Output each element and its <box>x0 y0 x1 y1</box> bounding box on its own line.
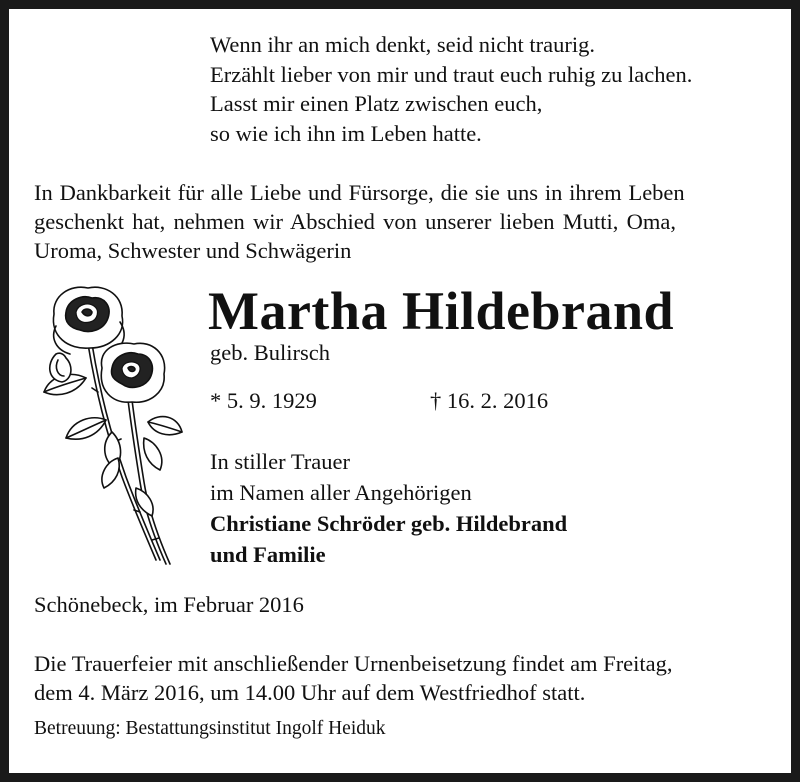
birth-date: * 5. 9. 1929 <box>210 388 317 413</box>
mourners-block <box>210 446 567 570</box>
life-dates <box>210 386 549 415</box>
intro-line: In Dankbarkeit für alle Liebe und Fürsorge, die sie uns in ihrem Leben <box>34 180 685 205</box>
funeral-home-note: Betreuung: Bestattungsinstitut Ingolf Heiduk <box>34 718 386 739</box>
service-notice <box>34 649 673 707</box>
poem-line: Erzählt lieber von mir und traut euch ruhig zu lachen. <box>210 61 693 87</box>
intro-line: geschenkt hat, nehmen wir Abschied von unserer lieben Mutti, Oma, <box>34 209 676 234</box>
death-date: † 16. 2. 2016 <box>430 388 549 413</box>
place-date: Schönebeck, im Februar 2016 <box>34 592 304 617</box>
roses-illustration-icon <box>36 282 186 568</box>
poem-line: Wenn ihr an mich denkt, seid nicht traurig. <box>210 32 595 57</box>
service-line: Die Trauerfeier mit anschließender Urnenbeisetzung findet am Freitag, <box>34 651 673 676</box>
mourner-name: Christiane Schröder geb. Hildebrand <box>210 511 568 536</box>
mourners-line: In stiller Trauer <box>210 449 350 474</box>
poem-line: Lasst mir einen Platz zwischen euch, <box>210 91 543 116</box>
mourner-family: und Familie <box>210 542 326 567</box>
service-line: dem 4. März 2016, um 14.00 Uhr auf dem Westfriedhof statt. <box>34 680 586 705</box>
birth-name: geb. Bulirsch <box>210 340 330 365</box>
deceased-name: Martha Hildebrand <box>208 281 675 341</box>
intro-line: Uroma, Schwester und Schwägerin <box>34 238 352 263</box>
poem <box>210 30 692 148</box>
intro-text <box>34 178 774 265</box>
poem-line: so wie ich ihn im Leben hatte. <box>210 120 482 146</box>
mourners-line: im Namen aller Angehörigen <box>210 480 472 505</box>
